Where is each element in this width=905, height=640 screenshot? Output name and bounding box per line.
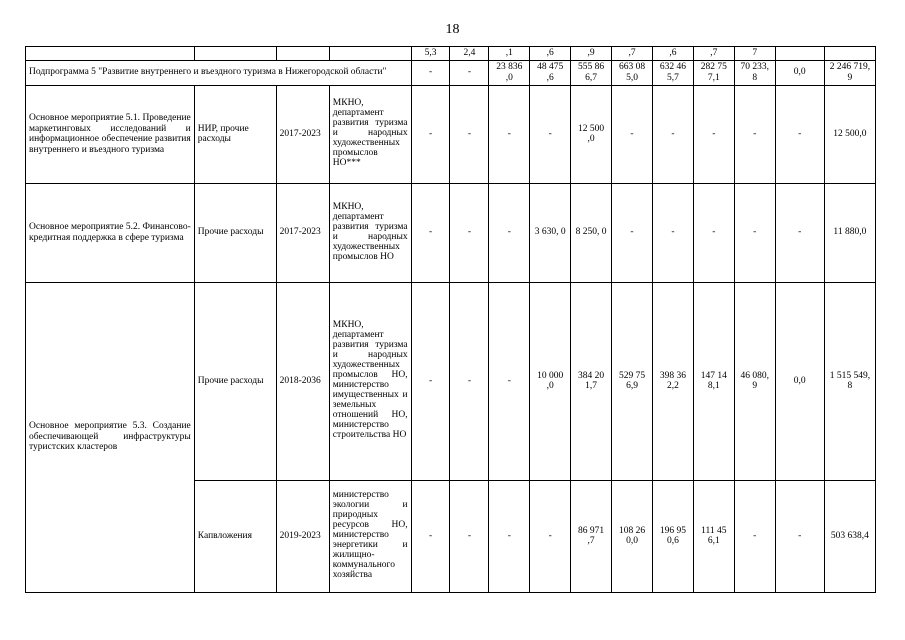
value-cell: -	[411, 480, 450, 592]
value-cell: -	[693, 183, 734, 282]
value-cell: -	[652, 183, 693, 282]
value-cell: -	[411, 183, 450, 282]
value-cell: -	[450, 183, 489, 282]
value-cell: 70 233, 8	[734, 60, 775, 85]
header-cell: ,6	[652, 47, 693, 61]
value-cell: -	[411, 282, 450, 480]
value-cell: 11 880,0	[824, 183, 875, 282]
value-cell: 46 080, 9	[734, 282, 775, 480]
header-cell: ,7	[693, 47, 734, 61]
value-cell: -	[450, 282, 489, 480]
value-cell: 2 246 719, 9	[824, 60, 875, 85]
header-cell	[329, 47, 411, 61]
table-row	[26, 282, 876, 480]
value-cell: -	[693, 85, 734, 183]
value-cell: 632 46 5,7	[652, 60, 693, 85]
value-cell: -	[775, 85, 824, 183]
value-cell: 86 971 ,7	[571, 480, 612, 592]
value-cell: -	[530, 480, 571, 592]
value-cell: 555 86 6,7	[571, 60, 612, 85]
value-cell: 384 20 1,7	[571, 282, 612, 480]
value-cell: 12 500,0	[824, 85, 875, 183]
value-cell: 196 95 0,6	[652, 480, 693, 592]
value-cell: 282 75 7,1	[693, 60, 734, 85]
header-cell	[194, 47, 276, 61]
expense-type-cell: Прочие расходы	[194, 183, 276, 282]
header-row	[26, 47, 876, 61]
value-cell: 663 08 5,0	[612, 60, 653, 85]
value-cell: -	[411, 60, 450, 85]
value-cell: 12 500 ,0	[571, 85, 612, 183]
header-cell: ,9	[571, 47, 612, 61]
value-cell: 1 515 549, 8	[824, 282, 875, 480]
value-cell: -	[489, 183, 530, 282]
budget-table	[25, 46, 876, 593]
value-cell: 503 638,4	[824, 480, 875, 592]
value-cell: 3 630, 0	[530, 183, 571, 282]
value-cell: -	[612, 183, 653, 282]
value-cell: -	[652, 85, 693, 183]
table-row	[26, 183, 876, 282]
executor-cell: МКНО, департамент развития туризма и народных художественных промыслов НО	[329, 183, 411, 282]
header-cell	[26, 47, 195, 61]
value-cell: -	[450, 60, 489, 85]
subprogram-row	[26, 60, 876, 85]
value-cell: 108 26 0,0	[612, 480, 653, 592]
header-cell: 2,4	[450, 47, 489, 61]
period-cell: 2017-2023	[276, 85, 329, 183]
measure-cell: Основное мероприятие 5.2. Финансово-кредитная поддержка в сфере туризма	[26, 183, 195, 282]
executor-cell: МКНО, департамент развития туризма и народных художественных промыслов НО***	[329, 85, 411, 183]
period-cell: 2019-2023	[276, 480, 329, 592]
value-cell: 0,0	[775, 60, 824, 85]
value-cell: 398 36 2,2	[652, 282, 693, 480]
expense-type-cell: Прочие расходы	[194, 282, 276, 480]
value-cell: 23 836 ,0	[489, 60, 530, 85]
period-cell: 2018-2036	[276, 282, 329, 480]
value-cell: -	[612, 85, 653, 183]
value-cell: 8 250, 0	[571, 183, 612, 282]
value-cell: 529 75 6,9	[612, 282, 653, 480]
measure-cell: Основное мероприятие 5.1. Проведение маркетинговых исследований и информационное обеспечение развития внутреннего и въездного туризма	[26, 85, 195, 183]
value-cell: -	[489, 282, 530, 480]
value-cell: -	[450, 480, 489, 592]
header-cell	[824, 47, 875, 61]
header-cell	[775, 47, 824, 61]
value-cell: -	[411, 85, 450, 183]
value-cell: 147 14 8,1	[693, 282, 734, 480]
value-cell: -	[775, 183, 824, 282]
value-cell: -	[489, 85, 530, 183]
header-cell: ,6	[530, 47, 571, 61]
header-cell	[276, 47, 329, 61]
page-number: 18	[445, 22, 460, 37]
value-cell: -	[734, 85, 775, 183]
value-cell: 111 45 6,1	[693, 480, 734, 592]
header-cell: 5,3	[411, 47, 450, 61]
value-cell: -	[489, 480, 530, 592]
value-cell: -	[734, 480, 775, 592]
value-cell: 0,0	[775, 282, 824, 480]
value-cell: -	[734, 183, 775, 282]
period-cell: 2017-2023	[276, 183, 329, 282]
table-row	[26, 85, 876, 183]
subprogram-title: Подпрограмма 5 "Развитие внутреннего и въездного туризма в Нижегородской области"	[26, 60, 412, 85]
executor-cell: министерство экологии и природных ресурсов НО, министерство энергетики и жилищно-коммунального хозяйства	[329, 480, 411, 592]
executor-cell: МКНО, департамент развития туризма и народных художественных промыслов НО, министерство имущественных и земельных отношений НО, министерство строительства НО	[329, 282, 411, 480]
header-cell: ,7	[612, 47, 653, 61]
value-cell: 10 000 ,0	[530, 282, 571, 480]
expense-type-cell: Капвложения	[194, 480, 276, 592]
value-cell: -	[530, 85, 571, 183]
measure-cell: Основное мероприятие 5.3. Создание обеспечивающей инфраструктуры туристских кластеров	[26, 282, 195, 592]
value-cell: -	[450, 85, 489, 183]
header-cell: 7	[734, 47, 775, 61]
expense-type-cell: НИР, прочие расходы	[194, 85, 276, 183]
header-cell: ,1	[489, 47, 530, 61]
value-cell: 48 475 ,6	[530, 60, 571, 85]
value-cell: -	[775, 480, 824, 592]
